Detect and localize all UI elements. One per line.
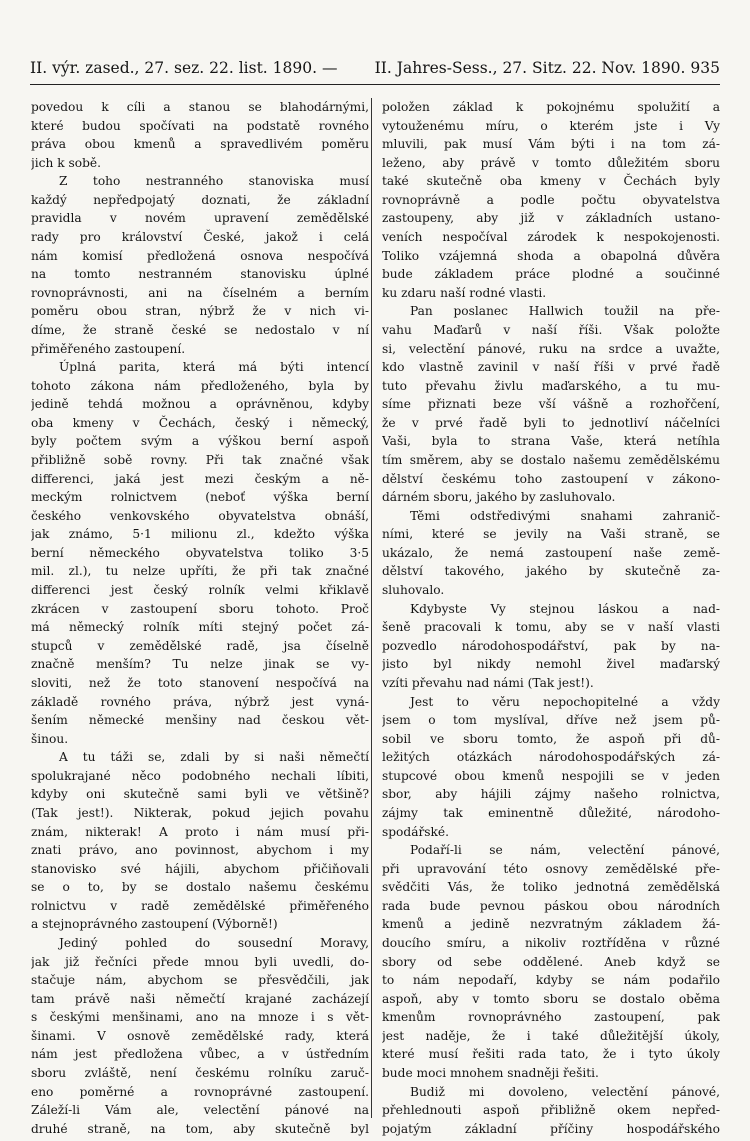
page-number: 935 — [690, 59, 720, 77]
text-line: stupcové obou kmenů nespojili se v jeden — [382, 768, 720, 783]
text-line: se o to, by se dostalo našemu českému — [31, 880, 369, 895]
text-line: druhé straně, na tom, aby skutečně byl — [31, 1121, 369, 1136]
text-line: oba kmeny v Čechách, český i německý, — [31, 415, 369, 430]
text-line: s českými menšinami, ano na mnoze i s vět- — [31, 1010, 369, 1025]
text-line: jedině tehdá možnou a oprávněnou, kdyby — [31, 397, 369, 412]
text-line: sboru zvláště, není českému rolníku zaruč- — [31, 1066, 369, 1081]
text-line: na tomto nestranném stanovisku úplné — [31, 267, 369, 282]
text-line: Záleží-li Vám ale, velectění pánové na — [31, 1103, 369, 1118]
text-line: tohoto zákona nám předloženého, byla by — [31, 378, 369, 393]
text-line: každý nepředpojatý doznati, že základní — [31, 192, 369, 207]
text-line: dělství takového, jakého by skutečně za- — [382, 564, 720, 579]
text-line: differenci jest český rolník velmi křiklavě — [31, 583, 369, 598]
text-line: jak již řečníci přede mnou byli uvedli, do- — [31, 954, 369, 969]
text-line: rada bude pevnou páskou obou národních — [382, 898, 720, 913]
text-line: znati právo, ano povinnost, abychom i my — [31, 843, 369, 858]
text-line: sloviti, než že toto stanovení nespočívá na — [31, 675, 369, 690]
text-line: si, velectění pánové, ruku na srdce a uvažte, — [382, 341, 720, 356]
text-line: jak známo, 5·1 milionu zl., kdežto výška — [31, 527, 369, 542]
text-line: eno poměrné a rovnoprávné zastoupení. — [31, 1084, 369, 1099]
header-rule — [30, 84, 720, 85]
text-line: přehlednouti aspoň přibližně okem nepřed- — [382, 1103, 720, 1118]
header-session: II. výr. zased., 27. sez. 22. list. 1890. — [30, 59, 318, 77]
text-line: poměru obou stran, nýbrž že v nich vi- — [31, 304, 369, 319]
text-line: spodářské. — [382, 824, 450, 839]
text-line: ukázalo, že nemá zastoupení naše země- — [382, 545, 720, 560]
text-line: Kdybyste Vy stejnou láskou a nad- — [410, 601, 720, 616]
text-line: kdo vlastně zavinil v naší říši v prvé řadě — [382, 360, 720, 375]
text-line: Jediný pohled do sousední Moravy, — [59, 936, 369, 951]
text-line: šinou. — [31, 731, 69, 746]
text-line: differenci, jaká jest mezi českým a ně- — [31, 471, 369, 486]
text-line: stanovisko své hájili, abychom přičiňovali — [31, 861, 369, 876]
text-line: dárném sboru, jakého by zasluhovalo. — [382, 490, 616, 505]
text-line: znám, nikterak! A proto i nám musí při- — [31, 824, 369, 839]
text-line: veních nespočíval zárodek k nespokojenosti. — [382, 230, 720, 245]
text-line: jest naděje, že i také důležitější úkoly, — [382, 1028, 720, 1043]
text-line: při upravování této osnovy zemědělské pře- — [382, 861, 720, 876]
text-line: stačuje nám, abychom se přesvědčili, jak — [31, 973, 369, 988]
text-line: šením německé menšiny nad českou vět- — [31, 713, 369, 728]
header-right — [375, 55, 720, 81]
text-line: přibližně sobě rovny. Při tak značné však — [31, 452, 369, 467]
text-line: kmenů a jedině nezvratným základem žá- — [382, 917, 720, 932]
text-line: dělství českému toho zastoupení v zákono- — [382, 471, 720, 486]
text-line: síme přiznati beze vší vášně a rozhořčení, — [382, 397, 720, 412]
column-divider — [371, 98, 372, 1118]
text-line: Jest to věru nepochopitelné a vždy — [410, 694, 720, 709]
text-line: to nám nepodaří, kdyby se nám podařilo — [382, 973, 720, 988]
text-line: které musí řešiti rada tato, že i tyto úkoly — [382, 1047, 720, 1062]
text-line: leženo, aby právě v tomto důležitém sboru — [382, 155, 720, 170]
text-line: Úplná parita, která má býti intencí — [59, 360, 369, 375]
text-line: že v prvé řadě byli to jednotliví náčelníci — [382, 415, 720, 430]
text-line: položen základ k pokojnému spolužití a — [382, 100, 720, 114]
text-line: Toliko vzájemná shoda a obapolná důvěra — [382, 248, 720, 263]
text-line: tím směrem, aby se dostalo našemu zemědělskému — [382, 452, 720, 467]
text-line: rovnoprávnosti, ani na číselném a berním — [31, 285, 369, 300]
text-line: také skutečně oba kmeny v Čechách byly — [382, 174, 720, 189]
text-line: sobil ve sboru tomto, že aspoň při dů- — [382, 731, 720, 746]
text-line: svědčiti Vás, že toliko jednotná zemědělská — [382, 880, 720, 895]
text-line: nám komisí předložená osnova nespočívá — [31, 248, 369, 263]
text-line: kdyby oni skutečně sami byli ve většině? — [31, 787, 369, 802]
text-line: sbory od sebe oddělené. Aneb když se — [382, 954, 720, 969]
running-header — [30, 55, 720, 81]
text-line: Z toho nestranného stanoviska musí — [59, 174, 369, 189]
text-line: aspoň, aby v tomto sboru se dostalo oběma — [382, 991, 720, 1006]
text-line: rolnictvu v radě zemědělské přiměřeného — [31, 898, 369, 913]
text-line: vzíti převahu nad námi (Tak jest!). — [382, 675, 594, 690]
text-line: kmenům rovnoprávného zastoupení, pak — [382, 1010, 720, 1025]
text-line: Budiž mi dovoleno, velectění pánové, — [410, 1084, 720, 1099]
text-line: které budou spočívati na podstatě rovného — [31, 118, 369, 133]
text-line: jich k sobě. — [31, 155, 101, 170]
header-dash: — — [321, 59, 338, 77]
right-column — [382, 98, 720, 1138]
text-line: díme, že straně české se nedostalo v ní — [31, 322, 369, 337]
text-line: spolukrajané něco podobného nechali líbiti, — [31, 768, 369, 783]
text-line: rady pro království České, jakož i celá — [31, 230, 369, 245]
text-line: rovnoprávně a podle počtu obyvatelstva — [382, 192, 720, 207]
text-line: zájmy tak eminentně důležité, národoho- — [382, 805, 720, 820]
left-column — [31, 98, 369, 1138]
text-line: Pan poslanec Hallwich toužil na pře- — [410, 304, 720, 319]
text-line: stupců v zemědělské radě, jsa číselně — [31, 638, 369, 653]
text-line: sluhovalo. — [382, 583, 445, 598]
text-line: ku zdaru naší rodné vlasti. — [382, 285, 547, 300]
text-line: českého venkovského obyvatelstva obnáší, — [31, 508, 369, 523]
text-line: meckým rolnictvem (neboť výška berní — [31, 490, 369, 505]
text-line: mluvili, pak musí Vám býti i na tom zá- — [382, 137, 720, 152]
text-line: přiměřeného zastoupení. — [31, 341, 186, 356]
text-line: zkrácen v zastoupení sboru tohoto. Proč — [31, 601, 369, 616]
text-line: jisto byl nikdy nemohl živel maďarský — [382, 657, 720, 672]
text-line: práva obou kmenů a spravedlivém poměru — [31, 137, 369, 152]
text-line: ležitých otázkách národohospodářských zá- — [382, 750, 720, 765]
text-line: mil. zl.), tu nelze upříti, že při tak značné — [31, 564, 369, 579]
header-left — [30, 55, 337, 81]
text-line: tuto převahu živlu maďarského, a tu mu- — [382, 378, 720, 393]
text-line: jsem o tom myslíval, dříve než jsem pů- — [382, 713, 720, 728]
text-line: nám jest předložena vůbec, a v ústředním — [31, 1047, 369, 1062]
text-line: A tu táži se, zdali by si naši němečtí — [59, 750, 369, 765]
text-line: šinami. V osnově zemědělské rady, která — [31, 1028, 369, 1043]
text-line: doucího smíru, a nikoliv roztříděna v různé — [382, 936, 720, 951]
text-line: vytouženému míru, o kterém jste i Vy — [382, 118, 720, 133]
text-line: a stejnoprávného zastoupení (Výborně!) — [31, 917, 278, 932]
text-line: berní německého obyvatelstva toliko 3·5 — [31, 545, 369, 560]
text-line: ními, které se jevily na Vaši straně, se — [382, 527, 720, 542]
text-line: zastoupeny, aby již v základních ustano- — [382, 211, 720, 226]
text-line: šeně pracovali k tomu, aby se v naší vlasti — [382, 620, 720, 635]
text-line: pozvedlo národohospodářství, pak by na- — [382, 638, 720, 653]
text-line: základě rovného práva, nýbrž jest vyná- — [31, 694, 369, 709]
text-line: bude moci mnohem snadněji řešiti. — [382, 1066, 599, 1081]
text-line: (Tak jest!). Nikterak, pokud jejich povahu — [31, 805, 369, 820]
text-line: pojatým základní příčiny hospodářského — [382, 1121, 720, 1136]
text-line: značně menším? Tu nelze jinak se vy- — [31, 657, 369, 672]
text-line: byly počtem svým a výškou berní aspoň — [31, 434, 369, 449]
text-line: má německý rolník míti stejný počet zá- — [31, 620, 369, 635]
text-line: Těmi odstředivými snahami zahranič- — [410, 508, 720, 523]
text-line: povedou k cíli a stanou se blahodárnými, — [31, 100, 369, 114]
text-line: sbor, aby hájili zájmy našeho rolnictva, — [382, 787, 720, 802]
text-line: pravidla v novém upravení zemědělské — [31, 211, 369, 226]
header-session-de: II. Jahres-Sess., 27. Sitz. 22. Nov. 1890. — [374, 59, 686, 77]
text-line: tam právě naši němečtí krajané zacházejí — [31, 991, 369, 1006]
text-line: vahu Maďarů v naší říši. Však položte — [382, 322, 720, 337]
text-line: Podaří-li se nám, velectění pánové, — [410, 843, 720, 858]
text-line: bude základem práce plodné a součinné — [382, 267, 720, 282]
text-line: Vaši, byla to strana Vaše, která netíhla — [382, 434, 720, 449]
